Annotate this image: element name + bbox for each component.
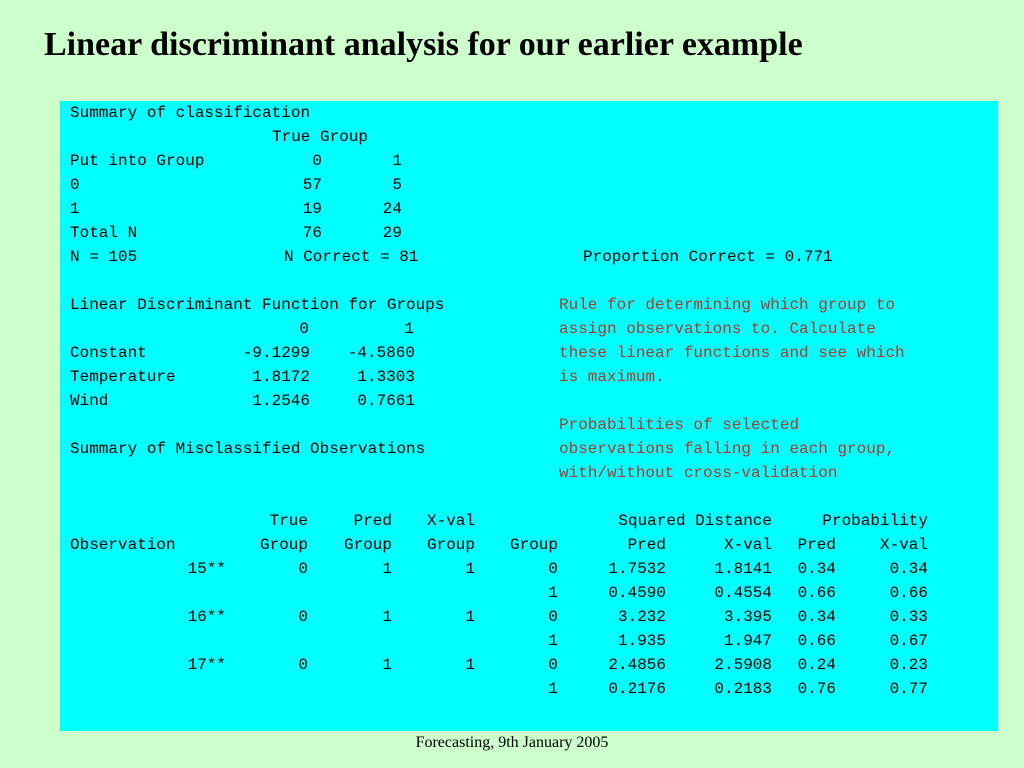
rule-note-line: these linear functions and see which [559,344,905,362]
summary-row-label: 0 [70,176,80,194]
sd-xval-cell: 1.8141 [714,560,772,578]
group-cell: 0 [548,560,558,578]
group-cell: 0 [548,608,558,626]
p-xval-cell: 0.66 [889,584,928,602]
summary-cell: 5 [392,176,402,194]
pred-cell [320,629,392,653]
ldf-cell: 1.2546 [252,392,310,410]
p-xval-cell: 0.34 [889,560,928,578]
obs-cell [140,581,226,605]
p-pred-cell: 0.34 [797,608,836,626]
sd-xval-cell: 1.947 [723,632,772,650]
true-cell [236,677,308,701]
proportion-correct: Proportion Correct = 0.771 [583,248,833,266]
p-pred-cell: 0.24 [797,656,836,674]
obs-cell: 16** [187,608,226,626]
true-cell [236,629,308,653]
put-into-label: Put into Group [70,152,205,170]
group-cell: 1 [548,632,558,650]
pred-cell [320,581,392,605]
col-header: Pred [353,512,392,530]
col-header: Group [509,536,558,554]
summary-cell: 29 [382,224,402,242]
prob-note-line: with/without cross-validation [559,464,838,482]
col-header: Probability [822,512,928,530]
col-header: Group [259,536,308,554]
group-cell: 1 [548,680,558,698]
sd-xval-cell: 0.2183 [714,680,772,698]
xval-cell: 1 [465,560,475,578]
ldf-cell: 1.3303 [357,368,415,386]
ldf-row-label: Constant [70,344,147,362]
prob-note-line: Probabilities of selected [559,416,800,434]
true-cell: 0 [298,608,308,626]
xval-cell: 1 [465,656,475,674]
prob-note-line: observations falling in each group, [559,440,896,458]
p-pred-cell: 0.76 [797,680,836,698]
summary-col-1: 1 [392,152,402,170]
ldf-row-label: Temperature [70,368,176,386]
col-header: Squared Distance [618,512,772,530]
pred-cell: 1 [382,608,392,626]
rule-note-line: Rule for determining which group to [559,296,896,314]
n-total: N = 105 [70,248,138,266]
p-xval-cell: 0.77 [889,680,928,698]
p-xval-cell: 0.67 [889,632,928,650]
pred-cell [320,677,392,701]
ldf-col-1: 1 [404,320,414,338]
obs-cell [140,629,226,653]
true-cell: 0 [298,656,308,674]
col-header: Group [426,536,475,554]
xval-cell [403,677,475,701]
n-correct: N Correct = 81 [284,248,419,266]
sd-xval-cell: 2.5908 [714,656,772,674]
sd-pred-cell: 1.7532 [608,560,666,578]
ldf-heading: Linear Discriminant Function for Groups [70,296,445,314]
summary-cell: 57 [302,176,322,194]
sd-pred-cell: 2.4856 [608,656,666,674]
true-cell [236,581,308,605]
col-header: Pred [627,536,666,554]
col-header: Pred [797,536,836,554]
summary-row-label: 1 [70,200,80,218]
p-pred-cell: 0.34 [797,560,836,578]
ldf-row-label: Wind [70,392,109,410]
pred-cell: 1 [382,560,392,578]
slide-title: Linear discriminant analysis for our earlier example [44,26,803,63]
col-header: Observation [70,536,176,554]
ldf-cell: -9.1299 [242,344,310,362]
xval-cell [403,629,475,653]
xval-cell: 1 [465,608,475,626]
true-cell: 0 [298,560,308,578]
group-cell: 1 [548,584,558,602]
summary-cell: 19 [302,200,322,218]
obs-cell: 17** [187,656,226,674]
obs-cell [140,677,226,701]
true-group-label: True Group [272,128,369,146]
rule-note-line: is maximum. [559,368,665,386]
group-cell: 0 [548,656,558,674]
summary-cell: 76 [302,224,322,242]
col-header: True [269,512,308,530]
p-xval-cell: 0.23 [889,656,928,674]
sd-pred-cell: 0.2176 [608,680,666,698]
output-panel [60,101,998,731]
summary-row-label: Total N [70,224,138,242]
ldf-col-0: 0 [299,320,309,338]
sd-pred-cell: 3.232 [617,608,666,626]
col-header: X-val [426,512,475,530]
xval-cell [403,581,475,605]
p-pred-cell: 0.66 [797,584,836,602]
col-header: X-val [879,536,928,554]
ldf-cell: -4.5860 [347,344,415,362]
sd-pred-cell: 1.935 [617,632,666,650]
summary-cell: 24 [382,200,402,218]
obs-cell: 15** [187,560,226,578]
sd-xval-cell: 0.4554 [714,584,772,602]
sd-xval-cell: 3.395 [723,608,772,626]
p-xval-cell: 0.33 [889,608,928,626]
col-header: Group [343,536,392,554]
slide-footer: Forecasting, 9th January 2005 [415,734,609,751]
ldf-cell: 1.8172 [252,368,310,386]
rule-note-line: assign observations to. Calculate [559,320,876,338]
ldf-cell: 0.7661 [357,392,415,410]
summary-col-0: 0 [312,152,322,170]
pred-cell: 1 [382,656,392,674]
misclassified-heading: Summary of Misclassified Observations [70,440,426,458]
col-header: X-val [723,536,772,554]
p-pred-cell: 0.66 [797,632,836,650]
summary-heading: Summary of classification [70,104,311,122]
sd-pred-cell: 0.4590 [608,584,666,602]
